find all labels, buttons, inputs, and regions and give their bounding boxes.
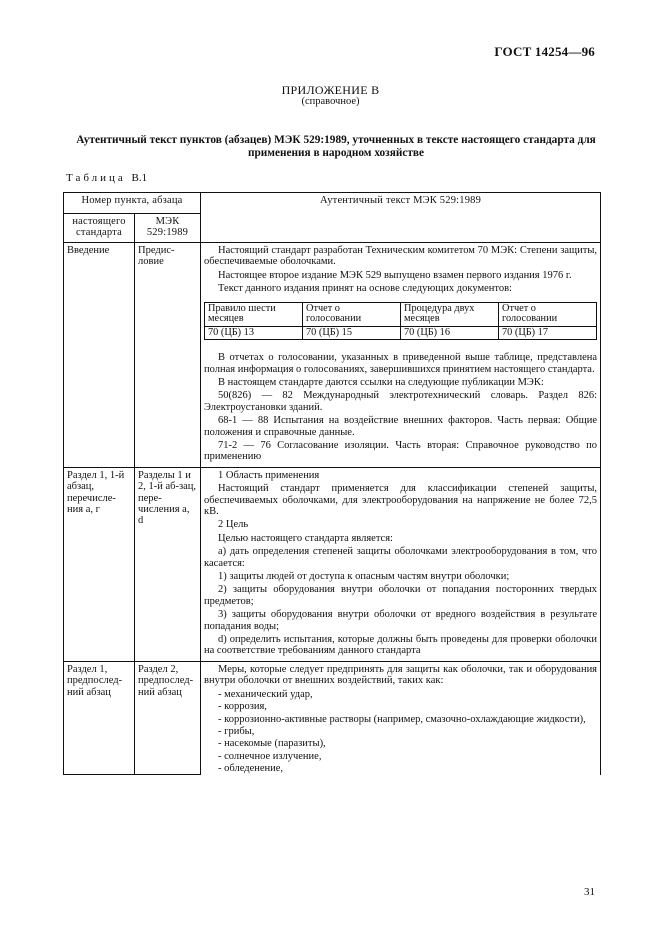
- row1-paragraph: Настоящее второе издание МЭК 529 выпущено взамен первого издания 1976 г.: [218, 269, 572, 281]
- voting-header: Процедура двух месяцев: [401, 302, 499, 326]
- table-header-row-1: [64, 193, 601, 214]
- row2-clause-standard: Раздел 1, 1-й абзац, перечисле-ния а, г: [64, 467, 135, 661]
- table-label-number: В.1: [131, 172, 148, 184]
- row1-paragraph: 68-1 — 88 Испытания на воздействие внешних факторов. Часть первая: Общие положения и справочные данные.: [204, 415, 598, 438]
- row2-paragraph: а) дать определения степеней защиты оболочками электрооборудования в том, что касается:: [204, 546, 598, 569]
- header-authentic-text: Аутентичный текст МЭК 529:1989: [201, 193, 601, 243]
- table-row: [64, 467, 601, 661]
- row2-paragraph: Целью настоящего стандарта является:: [218, 532, 393, 544]
- row3-list-item: - механический удар,: [218, 688, 313, 700]
- row2-paragraph: 1 Область применения: [218, 469, 320, 481]
- table-row: [64, 661, 601, 774]
- appendix-title: ПРИЛОЖЕНИЕ В: [281, 83, 380, 97]
- row2-paragraph: Настоящий стандарт применяется для классификации степеней защиты, обеспечиваемых оболочками, для электрооборудования на напряжение не более 72,5 кВ.: [204, 483, 598, 517]
- voting-documents-table: [204, 302, 597, 341]
- row3-list-item: - грибы,: [218, 725, 255, 737]
- row1-text: [201, 243, 601, 468]
- row3-list-item: - обледенение,: [218, 763, 284, 775]
- row3-list-item: - насекомые (паразиты),: [218, 738, 326, 750]
- row2-paragraph: 2 Цель: [218, 519, 249, 531]
- table-label-word: Таблица: [66, 172, 126, 184]
- comparison-table: [63, 192, 601, 775]
- voting-value: 70 (ЦБ) 17: [499, 326, 597, 340]
- header-group-cell: Номер пункта, абзаца: [64, 193, 201, 214]
- row1-paragraph: Текст данного издания принят на основе следующих документов:: [218, 283, 512, 295]
- row1-paragraph: 71-2 — 76 Согласование изоляции. Часть вторая: Справочное руководство по применению: [204, 439, 598, 463]
- row3-list-item: - солнечное излучение,: [218, 750, 322, 762]
- voting-header: Отчет о голосовании: [499, 302, 597, 326]
- row1-clause-standard: Введение: [64, 243, 135, 468]
- row3-text: [201, 661, 601, 774]
- row1-clause-iec: Предис-ловие: [135, 243, 201, 468]
- voting-value: 70 (ЦБ) 16: [401, 326, 499, 340]
- row2-paragraph: 1) защиты людей от доступа к опасным частям внутри оболочки;: [218, 571, 510, 583]
- page-number: 31: [584, 886, 595, 898]
- voting-header: Отчет о голосовании: [303, 302, 401, 326]
- row2-clause-iec: Разделы 1 и 2, 1-й аб-зац, пере-числения а, d: [135, 467, 201, 661]
- header-iec: МЭК 529:1989: [135, 214, 201, 243]
- row3-clause-iec: Раздел 2, предпослед-ний абзац: [135, 661, 201, 774]
- table-label: [66, 172, 147, 184]
- row2-paragraph: d) определить испытания, которые должны быть проведены для проверки оболочки на соответствие требованиям данного стандарта: [204, 634, 598, 657]
- row1-paragraph: 50(826) — 82 Международный электротехнический словарь. Раздел 826: Электроустановки зданий.: [204, 390, 598, 413]
- row1-paragraph: Настоящий стандарт разработан Техническим комитетом 70 МЭК: Степени защиты, обеспечиваемые оболочками.: [204, 245, 598, 268]
- table-row: [64, 243, 601, 468]
- row3-paragraph: Меры, которые следует предпринять для защиты как оболочки, так и оборудования внутри оболочки от внешних воздействий, таких как:: [204, 663, 598, 687]
- row3-list-item: - коррозионно-активные растворы (например, смазочно-охлаждающие жидкости),: [218, 713, 586, 725]
- row3-list-item: - коррозия,: [218, 701, 267, 713]
- voting-header: Правило шести месяцев: [205, 302, 303, 326]
- voting-value: 70 (ЦБ) 13: [205, 326, 303, 340]
- header-this-standard: настоящего стандарта: [64, 214, 135, 243]
- row3-clause-standard: Раздел 1, предпослед-ний абзац: [64, 661, 135, 774]
- row1-paragraph: В настоящем стандарте даются ссылки на следующие публикации МЭК:: [218, 376, 544, 388]
- row2-paragraph: 2) защиты оборудования внутри оболочки от попадания посторонних твердых предметов;: [204, 584, 598, 607]
- row2-paragraph: 3) защиты оборудования внутри оболочки от вредного воздействия в результате попадания воды;: [204, 609, 598, 632]
- voting-value: 70 (ЦБ) 15: [303, 326, 401, 340]
- row1-paragraph: В отчетах о голосовании, указанных в приведенной выше таблице, представлена полная информация о голосованиях, завершившихся принятием настоящего стандарта.: [204, 352, 598, 375]
- document-heading: Аутентичный текст пунктов (абзацев) МЭК 529:1989, уточненных в тексте настоящего стандарта для применения в народном хозяйстве: [76, 134, 596, 159]
- standard-code: ГОСТ 14254—96: [494, 44, 595, 59]
- appendix-subtitle: (справочное): [301, 96, 360, 107]
- row2-text: [201, 467, 601, 661]
